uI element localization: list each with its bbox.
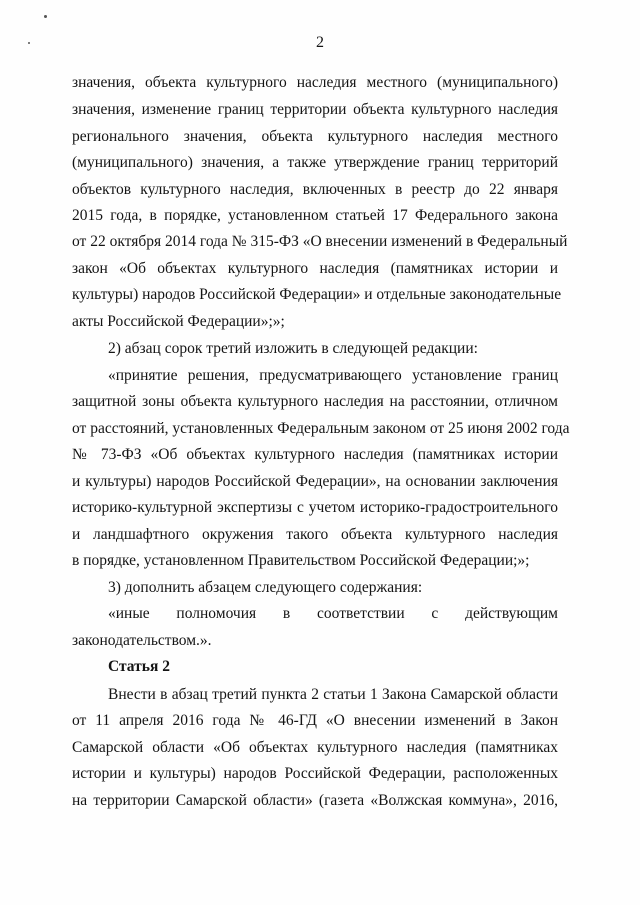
text-line: защитной зоны объекта культурного наследия на расстоянии, отличном — [72, 393, 558, 410]
text-line: (муниципального) значения, а также утверждение границ территорий — [72, 154, 558, 171]
text-line: Самарской области «Об объектах культурного наследия (памятниках — [72, 739, 558, 756]
section-heading: Статья 2 — [108, 658, 170, 675]
text-line: законодательством.». — [72, 632, 212, 649]
scan-speck — [44, 15, 47, 18]
text-line: 2) абзац сорок третий изложить в следующей редакции: — [108, 340, 478, 357]
text-line: от 11 апреля 2016 года № 46-ГД «О внесении изменений в Закон — [72, 712, 558, 729]
text-line: «иные полномочия в соответствии с действующим — [108, 605, 558, 622]
text-line: 3) дополнить абзацем следующего содержания: — [108, 579, 423, 596]
text-line: акты Российской Федерации»;»; — [72, 313, 285, 330]
text-line: историко-культурной экспертизы с учетом историко-градостроительного — [72, 499, 558, 516]
text-line: объектов культурного наследия, включенных в реестр до 22 января — [72, 181, 558, 198]
text-line: и ландшафтного окружения такого объекта культурного наследия — [72, 526, 558, 543]
text-line: и культуры) народов Российской Федерации», на основании заключения — [72, 473, 558, 490]
text-line: 2015 года, в порядке, установленном статьей 17 Федерального закона — [72, 207, 558, 224]
text-line: «принятие решения, предусматривающего установление границ — [108, 367, 558, 384]
text-line: Внести в абзац третий пункта 2 статьи 1 Закона Самарской области — [108, 686, 558, 703]
text-line: от 22 октября 2014 года № 315-ФЗ «О внесении изменений в Федеральный — [72, 233, 568, 250]
text-line: в порядке, установленном Правительством Российской Федерации;»; — [72, 552, 530, 569]
text-line: от расстояний, установленных Федеральным законом от 25 июня 2002 года — [72, 420, 570, 437]
text-line: культуры) народов Российской Федерации» и отдельные законодательные — [72, 286, 562, 303]
text-line: № 73-ФЗ «Об объектах культурного наследия (памятниках истории — [72, 446, 558, 463]
text-line: закон «Об объектах культурного наследия (памятниках истории и — [72, 260, 558, 277]
text-line: на территории Самарской области» (газета «Волжская коммуна», 2016, — [72, 792, 558, 809]
text-line: значения, объекта культурного наследия местного (муниципального) — [72, 74, 558, 91]
text-line: значения, изменение границ территории объекта культурного наследия — [72, 101, 558, 118]
text-line: истории и культуры) народов Российской Федерации, расположенных — [72, 765, 558, 782]
page-number: 2 — [316, 34, 324, 51]
text-line: регионального значения, объекта культурного наследия местного — [72, 128, 558, 145]
